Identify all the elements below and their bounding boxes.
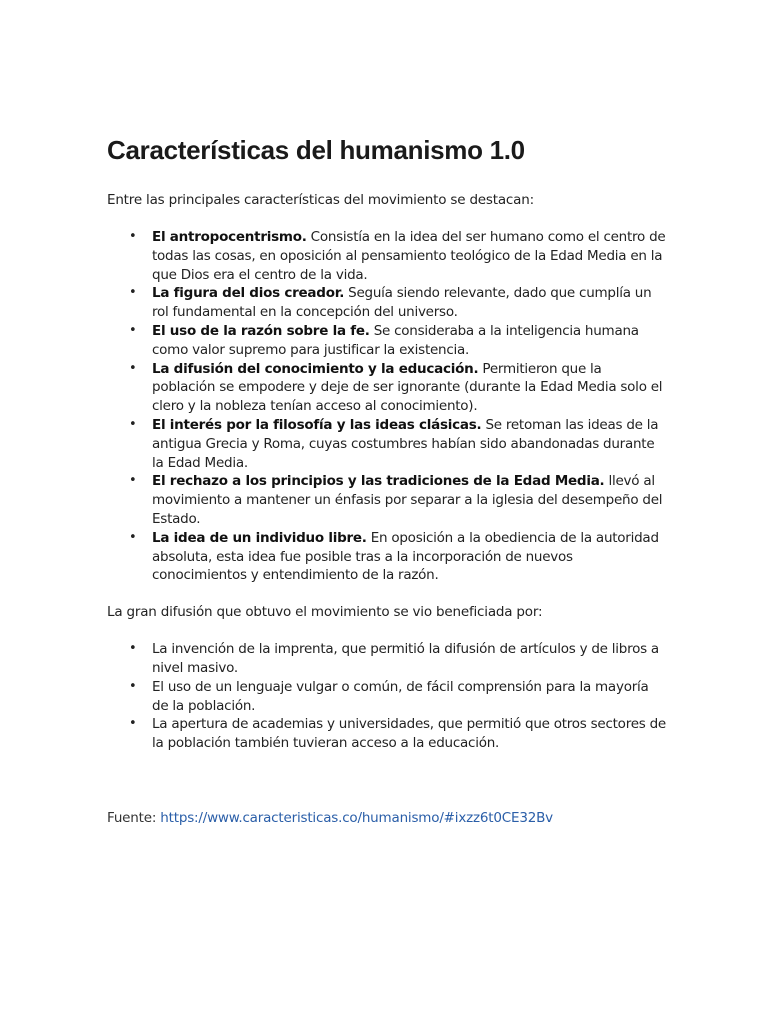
item-heading: El interés por la filosofía y las ideas clásicas. bbox=[152, 416, 482, 433]
list-item bbox=[107, 228, 667, 284]
item-text: Permitieron que la población se empodere y deje de ser ignorante (durante la Edad Media solo el clero y la nobleza tenían acceso al conocimiento). bbox=[152, 360, 663, 415]
bullet-icon: • bbox=[129, 360, 137, 376]
bullet-icon: • bbox=[129, 473, 137, 489]
bullet-icon: • bbox=[129, 285, 137, 301]
list-item bbox=[107, 640, 667, 678]
list-item bbox=[107, 284, 667, 322]
item-heading: El antropocentrismo. bbox=[152, 229, 307, 245]
item-heading: La idea de un individuo libre. bbox=[152, 529, 367, 546]
bullet-icon: • bbox=[129, 529, 137, 545]
bullet-icon: • bbox=[129, 641, 137, 657]
list-item bbox=[107, 529, 667, 585]
item-text: Seguía siendo relevante, dado que cumplía un rol fundamental en la concepción del universo. bbox=[152, 285, 652, 321]
bullet-icon: • bbox=[129, 678, 137, 694]
list-item bbox=[107, 416, 667, 472]
list-item bbox=[107, 360, 667, 416]
bullet-icon: • bbox=[129, 716, 137, 732]
page-title: Características del humanismo 1.0 bbox=[107, 135, 525, 165]
item-text: Se retoman las ideas de la antigua Grecia y Roma, cuyas costumbres habían sido abandonadas durante la Edad Media. bbox=[152, 416, 659, 471]
bullet-icon: • bbox=[129, 229, 137, 244]
item-text: Consistía en la idea del ser humano como el centro de todas las cosas, en oposición al pensamiento teológico de la Edad Media en la que Dios era el centro de la vida. bbox=[152, 229, 666, 283]
item-heading: La figura del dios creador. bbox=[152, 285, 345, 302]
list-item bbox=[107, 715, 667, 753]
item-heading: El uso de la razón sobre la fe. bbox=[152, 322, 370, 339]
item-text: La apertura de academias y universidades, que permitió que otros sectores de la población también tuvieran acceso a la educación. bbox=[152, 716, 666, 752]
source-link[interactable]: https://www.caracteristicas.co/humanismo/#ixzz6t0CE32Bv bbox=[160, 809, 553, 826]
item-heading: El rechazo a los principios y las tradiciones de la Edad Media. bbox=[152, 473, 605, 490]
item-text: La invención de la imprenta, que permitió la difusión de artículos y de libros a nivel masivo. bbox=[152, 641, 659, 676]
characteristics-list bbox=[107, 228, 667, 585]
source-line bbox=[107, 809, 667, 828]
item-text: El uso de un lenguaje vulgar o común, de fácil comprensión para la mayoría de la población. bbox=[152, 678, 649, 714]
item-text: Se consideraba a la inteligencia humana como valor supremo para justificar la existencia. bbox=[152, 322, 639, 358]
item-text: llevó al movimiento a mantener un énfasis por separar a la iglesia del desempeño del Estado. bbox=[152, 473, 663, 527]
second-intro-paragraph: La gran difusión que obtuvo el movimiento se vio beneficiada por: bbox=[107, 604, 543, 621]
factors-list bbox=[107, 640, 667, 753]
item-heading: La difusión del conocimiento y la educación. bbox=[152, 360, 479, 377]
bullet-icon: • bbox=[129, 322, 137, 338]
source-label: Fuente: bbox=[107, 809, 161, 826]
list-item bbox=[107, 472, 667, 528]
bullet-icon: • bbox=[129, 416, 137, 432]
document-page bbox=[107, 133, 667, 841]
list-item bbox=[107, 322, 667, 360]
item-text: En oposición a la obediencia de la autoridad absoluta, esta idea fue posible tras a la incorporación de nuevos conocimientos y entendimiento de la razón. bbox=[152, 529, 659, 584]
list-item bbox=[107, 678, 667, 716]
intro-paragraph: Entre las principales características del movimiento se destacan: bbox=[107, 192, 534, 208]
